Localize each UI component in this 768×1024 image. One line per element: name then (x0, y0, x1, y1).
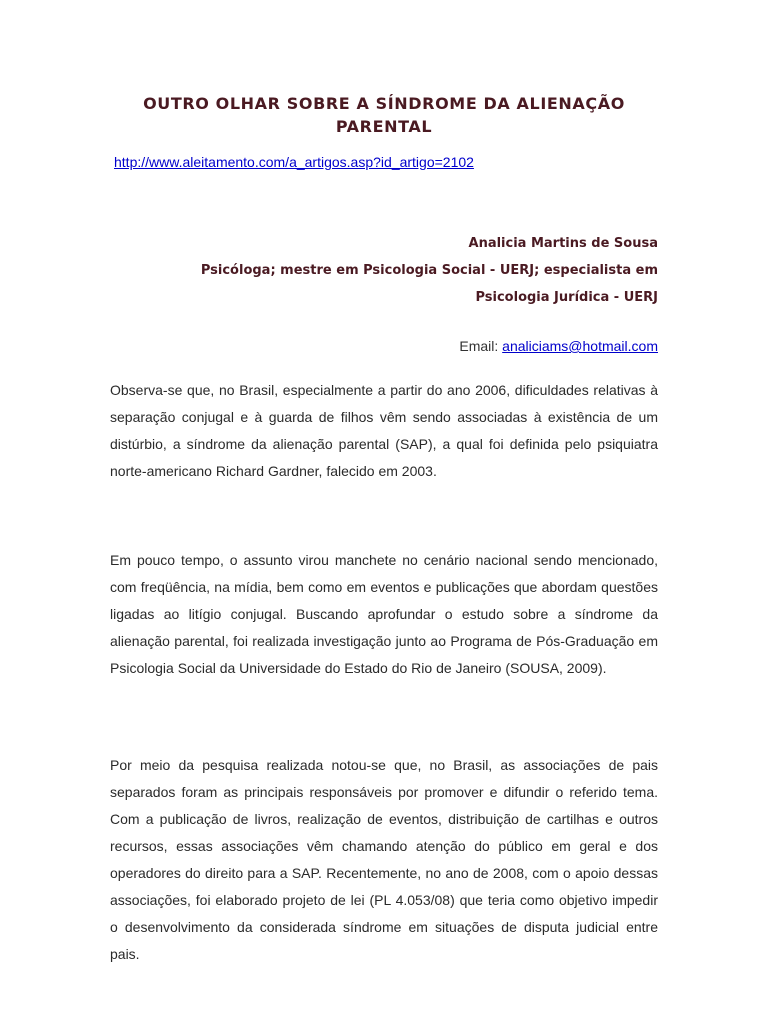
author-name: Analicia Martins de Sousa (468, 236, 658, 251)
source-url-link[interactable]: http://www.aleitamento.com/a_artigos.asp?id_artigo=2102 (114, 154, 474, 170)
email-link[interactable]: analiciams@hotmail.com (502, 338, 658, 354)
paragraph-2: Em pouco tempo, o assunto virou manchete no cenário nacional sendo mencionado, com freqüência, na mídia, bem como em eventos e publicações que abordam questões ligadas ao litígio conjugal. Buscando aprofundar o estudo sobre a síndrome da alienação parental, foi realizada investigação junto ao Programa de Pós-Graduação em Psicologia Social da Universidade do Estado do Rio de Janeiro (SOUSA, 2009). (110, 552, 658, 676)
author-credentials-line-2: Psicologia Jurídica - UERJ (475, 290, 658, 305)
email-line (459, 338, 658, 354)
paragraph-1: Observa-se que, no Brasil, especialmente a partir do ano 2006, dificuldades relativas à separação conjugal e à guarda de filhos vêm sendo associadas à existência de um distúrbio, a síndrome da alienação parental (SAP), a qual foi definida pelo psiquiatra norte-americano Richard Gardner, falecido em 2003. (110, 382, 658, 479)
author-credentials-line-1: Psicóloga; mestre em Psicologia Social - UERJ; especialista em (200, 263, 658, 278)
document-title: OUTRO OLHAR SOBRE A SÍNDROME DA ALIENAÇÃO PARENTAL (143, 94, 625, 136)
paragraph-3: Por meio da pesquisa realizada notou-se que, no Brasil, as associações de pais separados foram as principais responsáveis por promover e difundir o referido tema. Com a publicação de livros, realização de eventos, distribuição de cartilhas e outros recursos, essas associações vêm chamando atenção do público em geral e dos operadores do direito para a SAP. Recentemente, no ano de 2008, com o apoio dessas associações, foi elaborado projeto de lei (PL 4.053/08) que teria como objetivo impedir o desenvolvimento da considerada síndrome em situações de disputa judicial entre pais. (110, 757, 658, 962)
author-block (138, 230, 658, 311)
email-label: Email: (459, 338, 499, 354)
